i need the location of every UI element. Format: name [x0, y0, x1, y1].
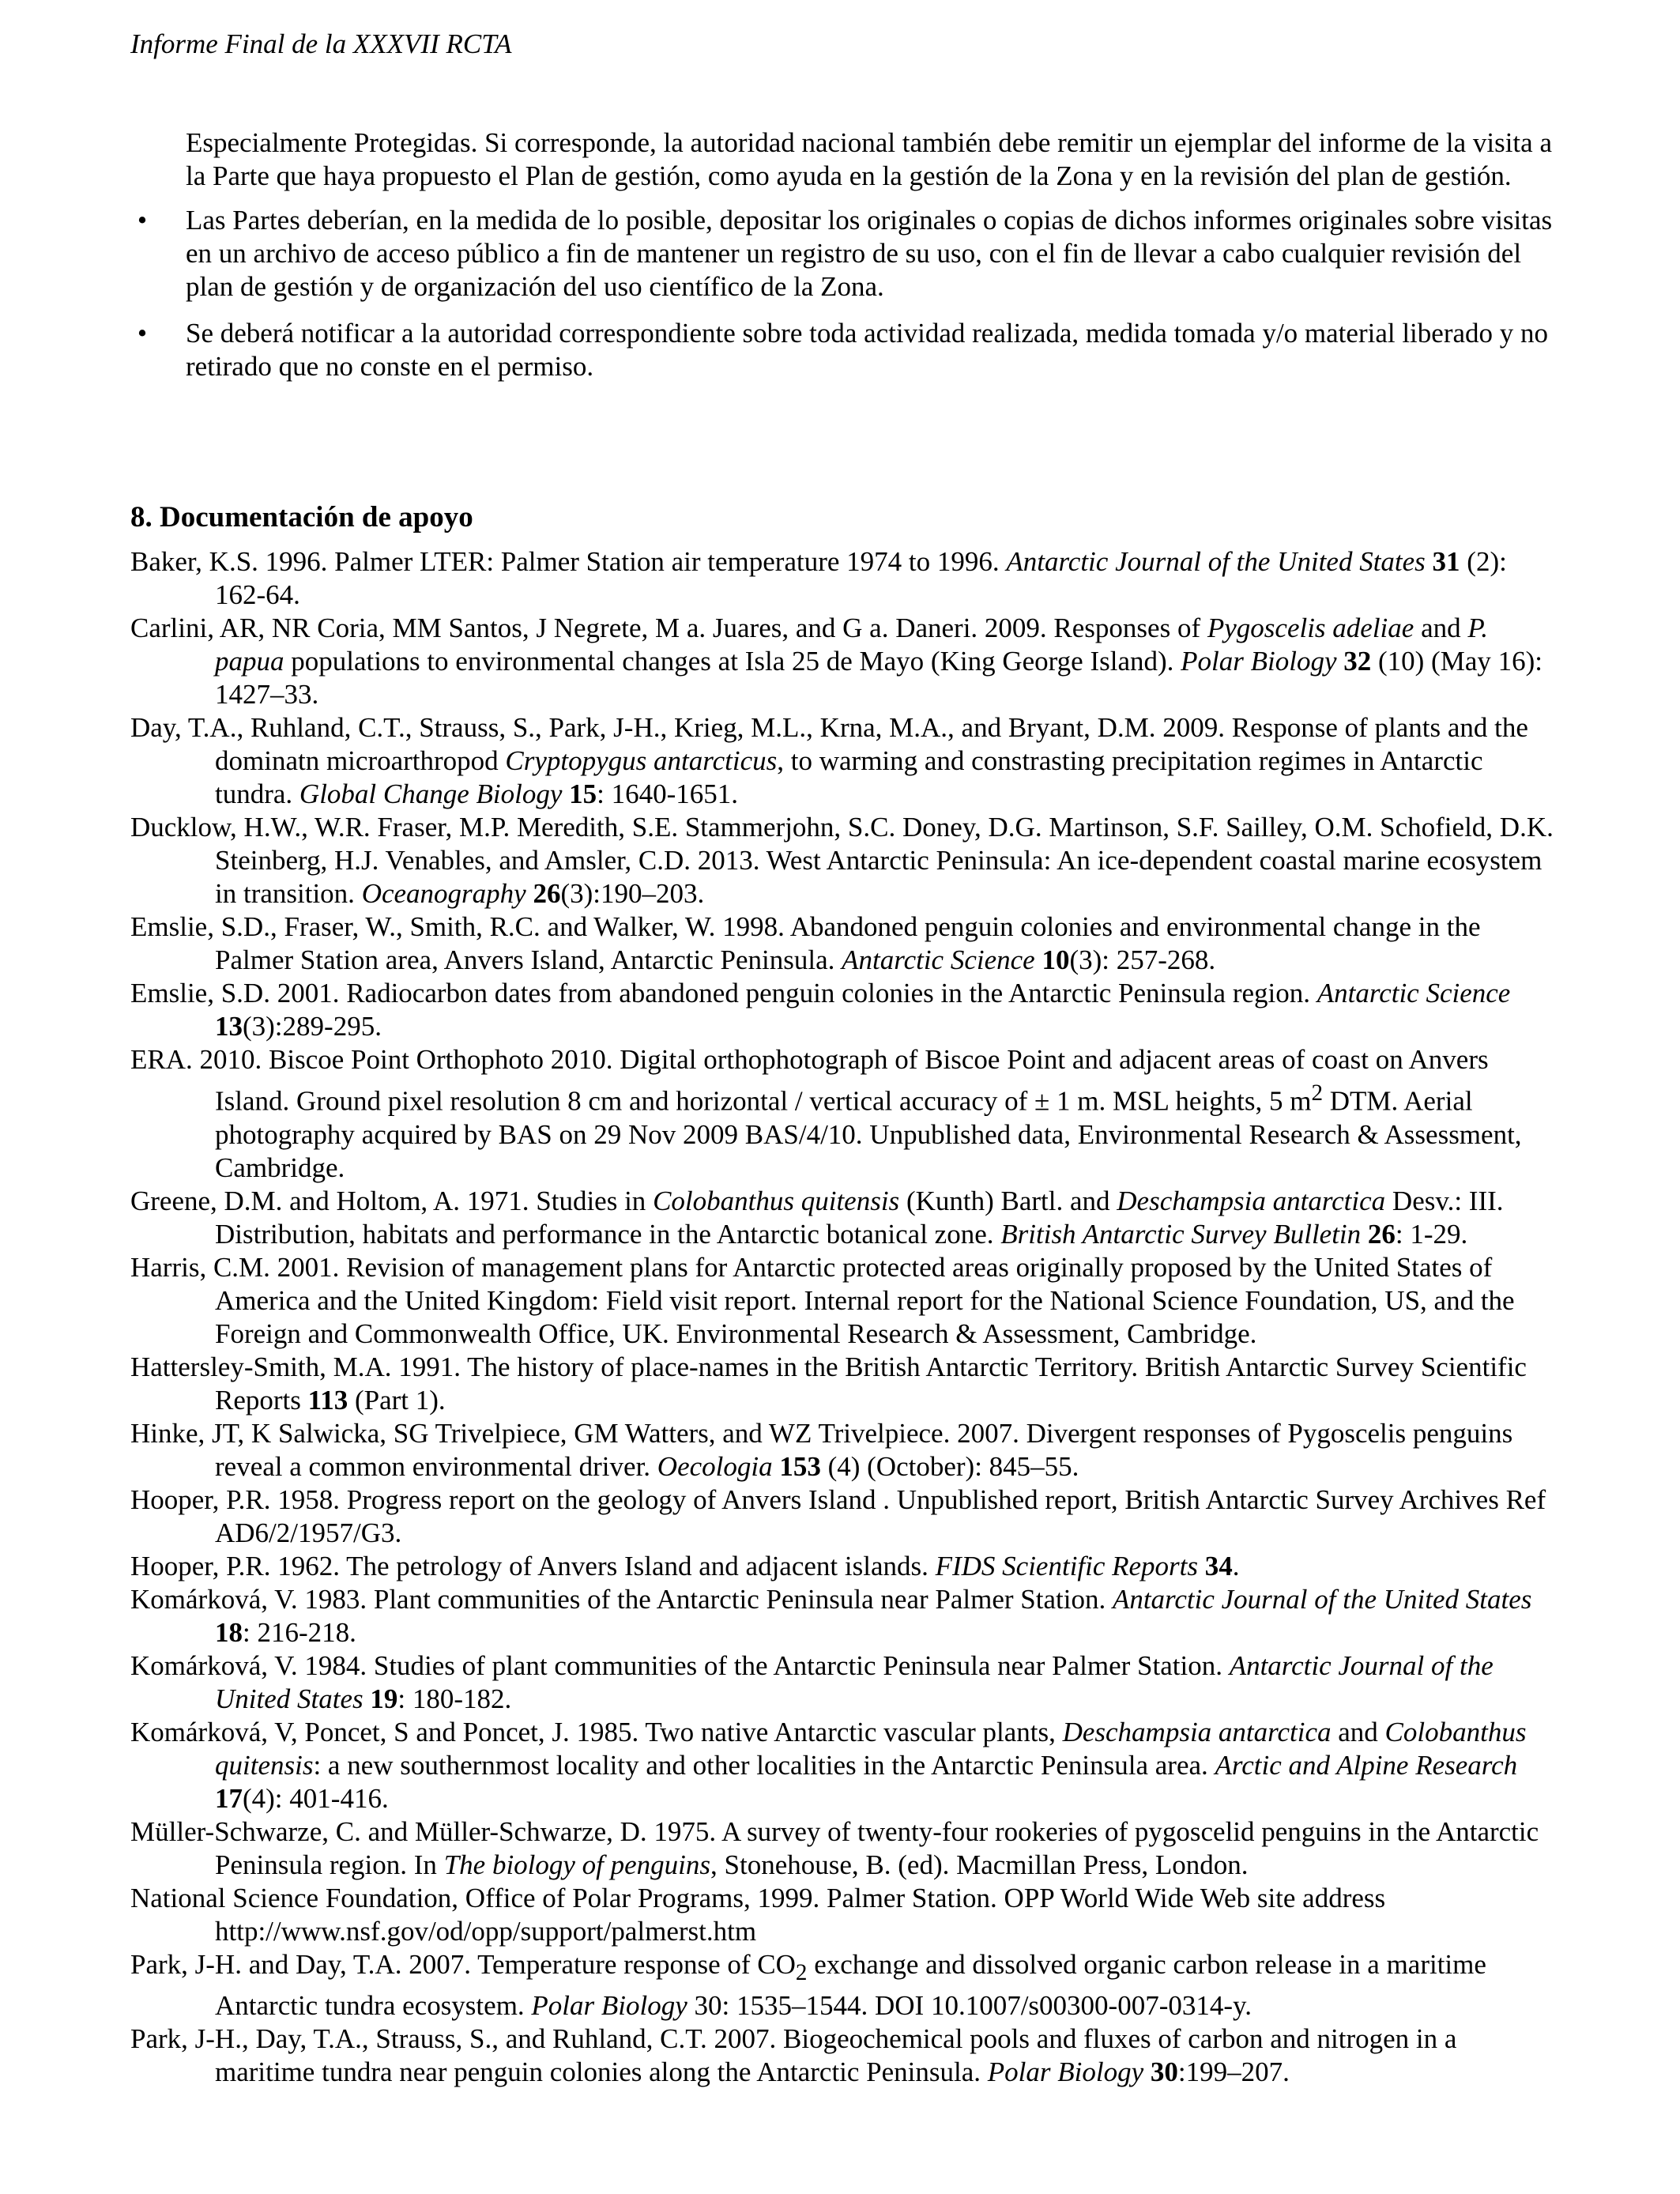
ref-italic-text: Oceanography	[361, 878, 526, 909]
ref-text: .	[1232, 1550, 1240, 1581]
ref-italic-text: P. papua	[215, 613, 1488, 677]
ref-text: populations to environmental changes at Isla 25 de Mayo (King George Island).	[284, 646, 1181, 677]
bullet-list	[137, 204, 1561, 383]
ref-text: ERA. 2010. Biscoe Point Orthophoto 2010. Digital orthophotograph of Biscoe Point and adjacent areas of coast on Anvers Island. Ground pixel resolution 8 cm and horizontal / vertical accuracy of ± 1 m. MSL heights, 5 m	[130, 1044, 1489, 1117]
intro-paragraph: Especialmente Protegidas. Si corresponde, la autoridad nacional también debe remitir un ejemplar del informe de la visita a la Parte que haya propuesto el Plan de gestión, como ayuda en la gestión de la Zona y en la revisión del plan de gestión.	[186, 127, 1552, 191]
ref-text: (2): 162-64.	[215, 546, 1507, 610]
reference-entry	[130, 1351, 1561, 1417]
running-header: Informe Final de la XXXVII RCTA	[130, 28, 512, 59]
reference-entry	[130, 1948, 1561, 2022]
ref-text	[1336, 646, 1343, 677]
ref-italic-text: Antarctic Science	[1317, 978, 1511, 1008]
ref-italic-text: Deschampsia antarctica	[1117, 1185, 1386, 1216]
ref-text: : 1-29.	[1395, 1218, 1468, 1250]
ref-text: (3): 257-268.	[1069, 944, 1216, 975]
ref-text	[1198, 1551, 1205, 1581]
ref-text: (10) (May 16): 1427–33.	[215, 646, 1543, 710]
reference-entry	[130, 612, 1561, 711]
reference-entry	[130, 711, 1561, 811]
ref-text: Baker, K.S. 1996. Palmer LTER: Palmer Station air temperature 1974 to 1996.	[130, 546, 1007, 577]
ref-text: (Part 1).	[348, 1384, 446, 1416]
ref-italic-text: Antarctic Journal of the United States	[1112, 1583, 1532, 1615]
ref-italic-text: Colobanthus quitensis	[653, 1185, 900, 1216]
reference-entry	[130, 1483, 1561, 1550]
ref-italic-text: Polar Biology	[987, 2056, 1144, 2087]
ref-bold-text: 30	[1150, 2056, 1178, 2087]
ref-text: and	[1414, 613, 1468, 643]
bullet-icon: •	[137, 318, 148, 349]
ref-bold-text: 32	[1343, 646, 1372, 677]
ref-text: (Kunth) Bartl. and	[899, 1185, 1117, 1216]
reference-entry	[130, 977, 1561, 1043]
ref-text: , to warming and constrasting precipitation regimes in Antarctic tundra.	[215, 745, 1483, 809]
ref-bold-text: 13	[215, 1011, 243, 1042]
ref-italic-text: Arctic and Alpine Research	[1215, 1749, 1518, 1781]
ref-text: Ducklow, H.W., W.R. Fraser, M.P. Meredith, S.E. Stammerjohn, S.C. Doney, D.G. Martinson, S.F. Sailley, O.M. Schofield, D.K. Steinberg, H.J. Venables, and Amsler, C.D. 2013. West Antarctic Peninsula: An ice-dependent coastal marine ecosystem in transition.	[130, 812, 1554, 909]
reference-entry	[130, 1251, 1561, 1351]
ref-italic-text: FIDS Scientific Reports	[935, 1550, 1199, 1581]
reference-entry	[130, 1649, 1561, 1716]
ref-italic-text: Polar Biology	[1181, 646, 1337, 677]
ref-bold-text: 10	[1042, 944, 1070, 975]
ref-italic-text: Pygoscelis adeliae	[1207, 613, 1414, 643]
ref-text: Hinke, JT, K Salwicka, SG Trivelpiece, GM Watters, and WZ Trivelpiece. 2007. Divergent responses of Pygoscelis penguins reveal a common environmental driver.	[130, 1417, 1513, 1482]
ref-text: Komárková, V. 1984. Studies of plant communities of the Antarctic Peninsula near Palmer Station.	[130, 1649, 1230, 1681]
ref-text: Desv.: III. Distribution, habitats and performance in the Antarctic botanical zone.	[215, 1185, 1504, 1250]
reference-entry	[130, 1043, 1561, 1185]
ref-italic-text: Colobanthus quitensis	[215, 1716, 1527, 1781]
reference-entry	[130, 1550, 1561, 1583]
ref-italic-text: Global Change Biology	[299, 778, 563, 809]
ref-bold-text: 153	[779, 1450, 821, 1482]
reference-list	[130, 545, 1561, 2089]
ref-text: DTM. Aerial photography acquired by BAS on 29 Nov 2009 BAS/4/10. Unpublished data, Environmental Research & Assessment, Cambridge.	[215, 1085, 1522, 1183]
ref-text: : 1640-1651.	[597, 778, 739, 809]
ref-bold-text: 31	[1432, 546, 1460, 577]
ref-text: National Science Foundation, Office of Polar Programs, 1999. Palmer Station. OPP World Wide Web site address http://www.nsf.gov/od/opp/support/palmerst.htm	[130, 1882, 1386, 1947]
reference-entry	[130, 1417, 1561, 1483]
ref-text: (4): 401-416.	[243, 1782, 389, 1814]
reference-entry	[130, 2022, 1561, 2089]
ref-italic-text: Polar Biology	[531, 1989, 687, 2021]
reference-entry	[130, 910, 1561, 977]
ref-text: Müller-Schwarze, C. and Müller-Schwarze, D. 1975. A survey of twenty-four rookeries of pygoscelid penguins in the Antarctic Peninsula region. In	[130, 1815, 1539, 1880]
ref-text: Hooper, P.R. 1958. Progress report on the geology of Anvers Island . Unpublished report, British Antarctic Survey Archives Ref AD6/2/1957/G3.	[130, 1483, 1546, 1548]
ref-italic-text: The biology of penguins	[443, 1849, 711, 1880]
ref-text: Hooper, P.R. 1962. The petrology of Anvers Island and adjacent islands.	[130, 1550, 936, 1581]
ref-text: Emslie, S.D. 2001. Radiocarbon dates from abandoned penguin colonies in the Antarctic Peninsula region.	[130, 978, 1317, 1008]
ref-bold-text: 34	[1204, 1550, 1233, 1581]
ref-text	[562, 778, 569, 809]
ref-text: exchange and dissolved organic carbon release in a maritime Antarctic tundra ecosystem.	[215, 1948, 1486, 2021]
bullet-text: Se deberá notificar a la autoridad correspondiente sobre toda actividad realizada, medida tomada y/o material liberado y no retirado que no conste en el permiso.	[186, 318, 1549, 382]
ref-text: Hattersley-Smith, M.A. 1991. The history of place-names in the British Antarctic Territory. British Antarctic Survey Scientific Reports	[130, 1351, 1527, 1416]
bullet-item	[137, 317, 1561, 383]
ref-script-text: 2	[1311, 1080, 1324, 1106]
ref-text: and	[1331, 1716, 1385, 1747]
ref-bold-text: 15	[569, 778, 597, 809]
reference-entry	[130, 545, 1561, 612]
reference-entry	[130, 1815, 1561, 1882]
ref-italic-text: Antarctic Science	[842, 944, 1035, 975]
ref-text: Park, J-H., Day, T.A., Strauss, S., and Ruhland, C.T. 2007. Biogeochemical pools and fluxes of carbon and nitrogen in a maritime tundra near penguin colonies along the Antarctic Peninsula.	[130, 2022, 1457, 2087]
ref-italic-text: Cryptopygus antarcticus	[505, 745, 778, 776]
reference-entry	[130, 1185, 1561, 1251]
ref-text: Emslie, S.D., Fraser, W., Smith, R.C. and Walker, W. 1998. Abandoned penguin colonies and environmental change in the Palmer Station area, Anvers Island, Antarctic Peninsula.	[130, 911, 1481, 975]
reference-entry	[130, 1882, 1561, 1948]
ref-bold-text: 26	[533, 878, 561, 909]
ref-text: (4) (October): 845–55.	[820, 1450, 1079, 1482]
ref-text: Park, J-H. and Day, T.A. 2007. Temperature response of CO	[130, 1948, 796, 1980]
ref-text: : 216-218.	[243, 1616, 356, 1648]
ref-bold-text: 26	[1367, 1218, 1396, 1250]
bullet-text: Las Partes deberían, en la medida de lo posible, depositar los originales o copias de dichos informes originales sobre visitas en un archivo de acceso público a fin de mantener un registro de su uso, con el fin de llevar a cabo cualquier revisión del plan de gestión y de organización del uso científico de la Zona.	[186, 205, 1553, 302]
ref-text: Day, T.A., Ruhland, C.T., Strauss, S., Park, J-H., Krieg, M.L., Krna, M.A., and Bryant, D.M. 2009. Response of plants and the dominatn microarthropod	[130, 712, 1528, 776]
section-heading: 8. Documentación de apoyo	[130, 501, 473, 533]
ref-text: Harris, C.M. 2001. Revision of management plans for Antarctic protected areas originally proposed by the United States of America and the United Kingdom: Field visit report. Internal report for the National Science Foundation, US, and the Foreign and Commonwealth Office, UK. Environmental Research & Assessment, Cambridge.	[130, 1251, 1515, 1349]
ref-text: :199–207.	[1177, 2056, 1290, 2087]
reference-entry	[130, 1716, 1561, 1815]
ref-text: Komárková, V, Poncet, S and Poncet, J. 1985. Two native Antarctic vascular plants,	[130, 1716, 1063, 1747]
ref-bold-text: 113	[307, 1384, 348, 1416]
ref-text: (3):190–203.	[560, 878, 705, 909]
ref-text: Carlini, AR, NR Coria, MM Santos, J Negrete, M a. Juares, and G a. Daneri. 2009. Responses of	[130, 613, 1207, 643]
ref-text: , Stonehouse, B. (ed). Macmillan Press, London.	[710, 1849, 1249, 1880]
ref-text	[1143, 2056, 1151, 2087]
ref-italic-text: British Antarctic Survey Bulletin	[1000, 1218, 1362, 1250]
ref-italic-text: Antarctic Journal of the United States	[1006, 546, 1426, 577]
bullet-item	[137, 204, 1561, 303]
ref-text	[1361, 1219, 1368, 1250]
ref-bold-text: 17	[215, 1782, 243, 1814]
ref-text: 30: 1535–1544. DOI 10.1007/s00300-007-0314-y.	[687, 1989, 1252, 2021]
ref-script-text: 2	[795, 1959, 808, 1985]
ref-text: (3):289-295.	[243, 1011, 382, 1042]
ref-text: : 180-182.	[397, 1683, 512, 1714]
ref-text: : a new southernmost locality and other localities in the Antarctic Peninsula area.	[313, 1749, 1215, 1781]
reference-entry	[130, 811, 1561, 910]
intro-block	[137, 126, 1561, 397]
ref-italic-text: Antarctic Journal of the United States	[215, 1649, 1494, 1714]
ref-italic-text: Oecologia	[657, 1450, 773, 1482]
ref-bold-text: 19	[370, 1683, 398, 1714]
reference-entry	[130, 1583, 1561, 1649]
ref-text: Greene, D.M. and Holtom, A. 1971. Studies in	[130, 1185, 654, 1216]
ref-text	[1426, 546, 1433, 577]
ref-text: Komárková, V. 1983. Plant communities of the Antarctic Peninsula near Palmer Station.	[130, 1583, 1113, 1615]
bullet-icon: •	[137, 205, 148, 236]
ref-italic-text: Deschampsia antarctica	[1062, 1716, 1332, 1747]
ref-bold-text: 18	[215, 1616, 243, 1648]
